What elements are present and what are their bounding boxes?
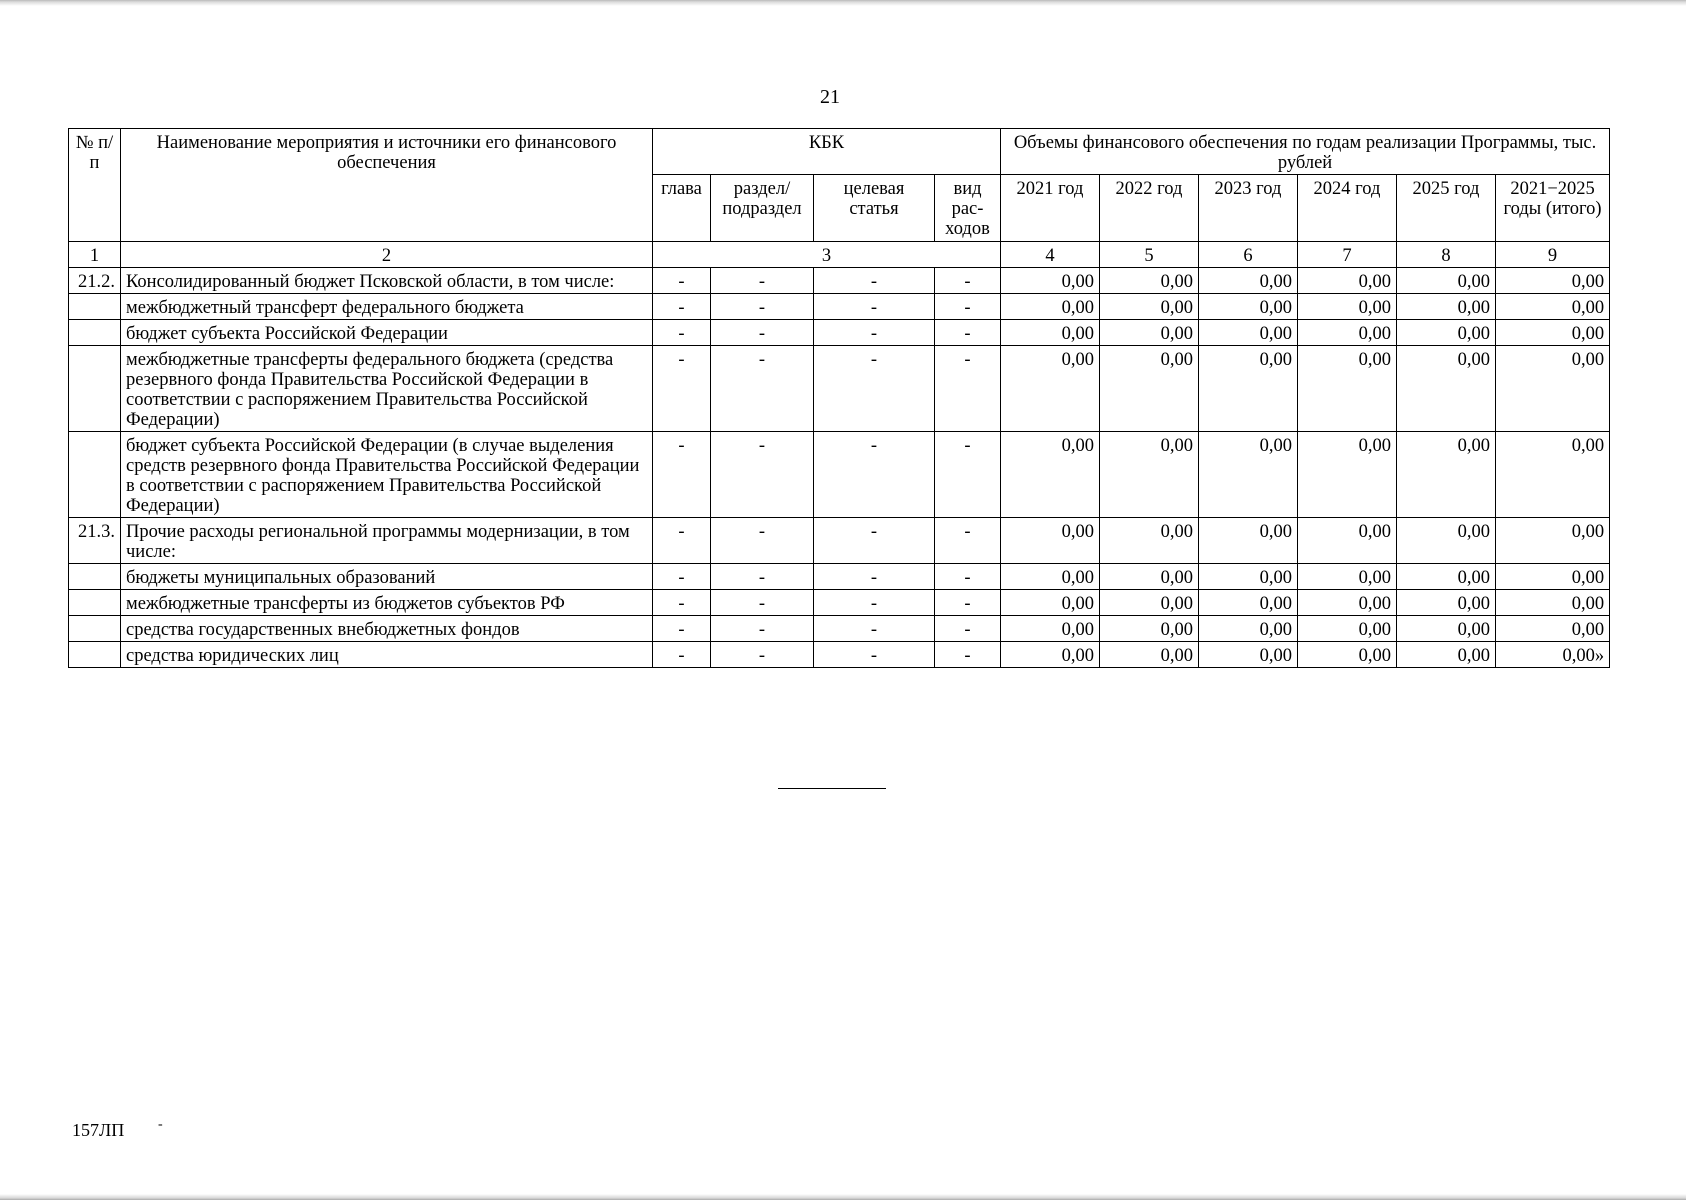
row-vid: - xyxy=(935,564,1001,590)
row-name: межбюджетные трансферты из бюджетов субъектов РФ xyxy=(121,590,653,616)
row-2025: 0,00 xyxy=(1397,294,1496,320)
row-glava: - xyxy=(653,432,711,518)
row-2021: 0,00 xyxy=(1001,590,1100,616)
row-celevaya: - xyxy=(814,616,935,642)
row-2024: 0,00 xyxy=(1298,268,1397,294)
header-volumes: Объемы финансового обеспечения по годам реализации Программы, тыс. рублей xyxy=(1001,129,1610,175)
row-2024: 0,00 xyxy=(1298,346,1397,432)
row-2022: 0,00 xyxy=(1100,320,1199,346)
row-name: Прочие расходы региональной программы модернизации, в том числе: xyxy=(121,518,653,564)
row-vid: - xyxy=(935,616,1001,642)
row-2025: 0,00 xyxy=(1397,268,1496,294)
row-2023: 0,00 xyxy=(1199,346,1298,432)
column-number: 9 xyxy=(1496,242,1610,268)
row-total: 0,00 xyxy=(1496,294,1610,320)
row-razdel: - xyxy=(711,268,814,294)
row-glava: - xyxy=(653,268,711,294)
table-row xyxy=(69,432,1610,518)
row-2023: 0,00 xyxy=(1199,642,1298,668)
row-2024: 0,00 xyxy=(1298,564,1397,590)
row-no: 21.3. xyxy=(69,518,121,564)
column-number: 4 xyxy=(1001,242,1100,268)
table-row xyxy=(69,590,1610,616)
row-2022: 0,00 xyxy=(1100,642,1199,668)
header-total: 2021−2025 годы (итого) xyxy=(1496,175,1610,242)
row-2024: 0,00 xyxy=(1298,642,1397,668)
row-2022: 0,00 xyxy=(1100,294,1199,320)
row-celevaya: - xyxy=(814,432,935,518)
row-2022: 0,00 xyxy=(1100,564,1199,590)
row-total: 0,00 xyxy=(1496,346,1610,432)
row-2025: 0,00 xyxy=(1397,346,1496,432)
header-name: Наименование мероприятия и источники его финансового обеспечения xyxy=(121,129,653,242)
row-razdel: - xyxy=(711,616,814,642)
table-row xyxy=(69,346,1610,432)
table-row xyxy=(69,518,1610,564)
row-2025: 0,00 xyxy=(1397,564,1496,590)
row-vid: - xyxy=(935,268,1001,294)
row-2024: 0,00 xyxy=(1298,590,1397,616)
row-glava: - xyxy=(653,642,711,668)
closing-separator-line xyxy=(778,788,886,789)
row-total: 0,00 xyxy=(1496,564,1610,590)
table-row xyxy=(69,564,1610,590)
row-name: средства юридических лиц xyxy=(121,642,653,668)
row-razdel: - xyxy=(711,320,814,346)
row-no xyxy=(69,616,121,642)
row-2025: 0,00 xyxy=(1397,616,1496,642)
row-celevaya: - xyxy=(814,564,935,590)
row-2022: 0,00 xyxy=(1100,346,1199,432)
row-2021: 0,00 xyxy=(1001,642,1100,668)
row-2024: 0,00 xyxy=(1298,320,1397,346)
table-row xyxy=(69,294,1610,320)
row-2025: 0,00 xyxy=(1397,320,1496,346)
row-2022: 0,00 xyxy=(1100,432,1199,518)
column-number: 6 xyxy=(1199,242,1298,268)
row-2021: 0,00 xyxy=(1001,432,1100,518)
row-name: межбюджетный трансферт федерального бюджета xyxy=(121,294,653,320)
row-celevaya: - xyxy=(814,642,935,668)
document-code-mark: - xyxy=(158,1117,163,1132)
row-vid: - xyxy=(935,590,1001,616)
header-2025: 2025 год xyxy=(1397,175,1496,242)
row-2025: 0,00 xyxy=(1397,642,1496,668)
header-2024: 2024 год xyxy=(1298,175,1397,242)
header-2021: 2021 год xyxy=(1001,175,1100,242)
column-number: 8 xyxy=(1397,242,1496,268)
row-total: 0,00» xyxy=(1496,642,1610,668)
row-glava: - xyxy=(653,320,711,346)
row-2021: 0,00 xyxy=(1001,346,1100,432)
row-2021: 0,00 xyxy=(1001,268,1100,294)
table-row xyxy=(69,320,1610,346)
row-2022: 0,00 xyxy=(1100,518,1199,564)
header-kbk: КБК xyxy=(653,129,1001,175)
row-glava: - xyxy=(653,590,711,616)
row-celevaya: - xyxy=(814,346,935,432)
row-2023: 0,00 xyxy=(1199,320,1298,346)
row-2021: 0,00 xyxy=(1001,294,1100,320)
row-vid: - xyxy=(935,642,1001,668)
row-total: 0,00 xyxy=(1496,320,1610,346)
row-no xyxy=(69,320,121,346)
row-name: бюджет субъекта Российской Федерации xyxy=(121,320,653,346)
row-celevaya: - xyxy=(814,294,935,320)
row-no xyxy=(69,294,121,320)
row-celevaya: - xyxy=(814,518,935,564)
header-celevaya: целевая статья xyxy=(814,175,935,242)
row-no xyxy=(69,432,121,518)
page-number: 21 xyxy=(820,86,840,108)
row-vid: - xyxy=(935,346,1001,432)
header-glava: глава xyxy=(653,175,711,242)
row-name: межбюджетные трансферты федерального бюджета (средства резервного фонда Правительства Российской Федерации в соответствии с распоряжением Правительства Российской Федерации) xyxy=(121,346,653,432)
row-razdel: - xyxy=(711,432,814,518)
column-number: 2 xyxy=(121,242,653,268)
row-total: 0,00 xyxy=(1496,616,1610,642)
table-row xyxy=(69,616,1610,642)
row-2023: 0,00 xyxy=(1199,564,1298,590)
column-number: 7 xyxy=(1298,242,1397,268)
financing-table xyxy=(68,128,1610,668)
row-2023: 0,00 xyxy=(1199,616,1298,642)
row-2023: 0,00 xyxy=(1199,518,1298,564)
row-total: 0,00 xyxy=(1496,268,1610,294)
row-2021: 0,00 xyxy=(1001,616,1100,642)
header-2023: 2023 год xyxy=(1199,175,1298,242)
row-name: Консолидированный бюджет Псковской области, в том числе: xyxy=(121,268,653,294)
row-name: бюджет субъекта Российской Федерации (в случае выделения средств резервного фонда Правительства Российской Федерации в соответствии с распоряжением Правительства Российской Федерации) xyxy=(121,432,653,518)
row-2021: 0,00 xyxy=(1001,564,1100,590)
row-glava: - xyxy=(653,564,711,590)
row-no xyxy=(69,590,121,616)
row-2023: 0,00 xyxy=(1199,268,1298,294)
header-no: № п/п xyxy=(69,129,121,242)
row-2022: 0,00 xyxy=(1100,616,1199,642)
scan-edge-bottom xyxy=(0,1194,1686,1200)
row-vid: - xyxy=(935,294,1001,320)
row-2021: 0,00 xyxy=(1001,320,1100,346)
row-2021: 0,00 xyxy=(1001,518,1100,564)
header-vid: вид рас-ходов xyxy=(935,175,1001,242)
row-2023: 0,00 xyxy=(1199,590,1298,616)
column-number-row xyxy=(69,242,1610,268)
row-2024: 0,00 xyxy=(1298,518,1397,564)
row-razdel: - xyxy=(711,642,814,668)
row-glava: - xyxy=(653,294,711,320)
row-razdel: - xyxy=(711,346,814,432)
row-no xyxy=(69,564,121,590)
row-2023: 0,00 xyxy=(1199,432,1298,518)
row-no xyxy=(69,346,121,432)
row-vid: - xyxy=(935,518,1001,564)
header-row-top xyxy=(69,129,1610,175)
row-celevaya: - xyxy=(814,320,935,346)
row-glava: - xyxy=(653,346,711,432)
column-number: 3 xyxy=(653,242,1001,268)
row-no: 21.2. xyxy=(69,268,121,294)
row-2025: 0,00 xyxy=(1397,518,1496,564)
header-2022: 2022 год xyxy=(1100,175,1199,242)
row-razdel: - xyxy=(711,294,814,320)
row-name: средства государственных внебюджетных фондов xyxy=(121,616,653,642)
row-glava: - xyxy=(653,518,711,564)
row-2023: 0,00 xyxy=(1199,294,1298,320)
scan-edge-top xyxy=(0,0,1686,6)
column-number: 1 xyxy=(69,242,121,268)
table-row xyxy=(69,268,1610,294)
row-2024: 0,00 xyxy=(1298,432,1397,518)
row-2022: 0,00 xyxy=(1100,268,1199,294)
row-glava: - xyxy=(653,616,711,642)
row-2025: 0,00 xyxy=(1397,590,1496,616)
row-total: 0,00 xyxy=(1496,518,1610,564)
row-vid: - xyxy=(935,320,1001,346)
header-razdel: раздел/ подраздел xyxy=(711,175,814,242)
row-razdel: - xyxy=(711,590,814,616)
row-celevaya: - xyxy=(814,590,935,616)
row-celevaya: - xyxy=(814,268,935,294)
row-2024: 0,00 xyxy=(1298,616,1397,642)
row-razdel: - xyxy=(711,518,814,564)
row-total: 0,00 xyxy=(1496,432,1610,518)
table-row xyxy=(69,642,1610,668)
row-total: 0,00 xyxy=(1496,590,1610,616)
row-2024: 0,00 xyxy=(1298,294,1397,320)
row-2025: 0,00 xyxy=(1397,432,1496,518)
column-number: 5 xyxy=(1100,242,1199,268)
table-body xyxy=(69,268,1610,668)
row-name: бюджеты муниципальных образований xyxy=(121,564,653,590)
document-code: 157ЛП xyxy=(72,1120,125,1140)
row-2022: 0,00 xyxy=(1100,590,1199,616)
row-no xyxy=(69,642,121,668)
row-razdel: - xyxy=(711,564,814,590)
row-vid: - xyxy=(935,432,1001,518)
